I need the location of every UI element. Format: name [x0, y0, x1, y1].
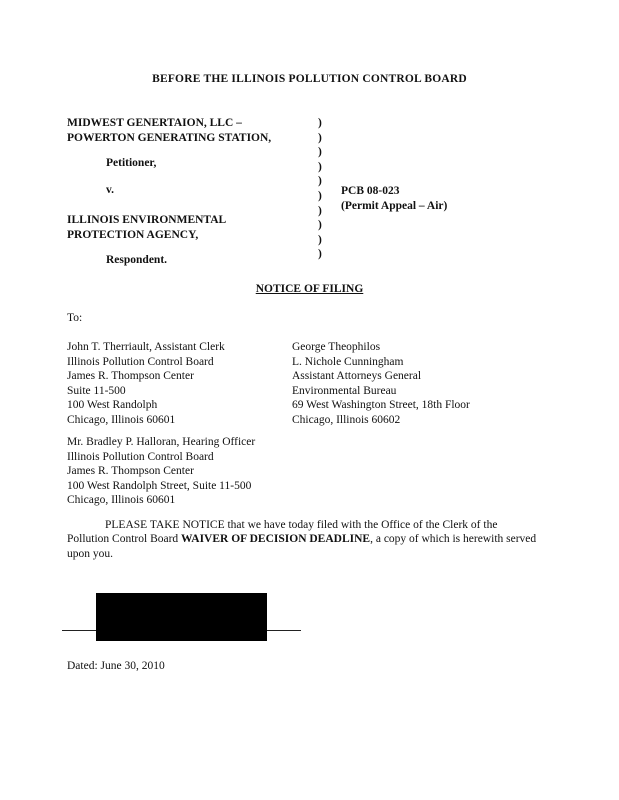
address-line: Chicago, Illinois 60601	[67, 494, 176, 507]
address-line: Assistant Attorneys General	[292, 370, 422, 383]
paren: )	[318, 204, 322, 217]
paren: )	[318, 117, 322, 129]
dated-line: Dated: June 30, 2010	[67, 660, 165, 672]
signature-line-left	[62, 630, 96, 631]
paren: )	[318, 219, 322, 232]
recipient-clerk	[67, 340, 225, 428]
address-line: 100 West Randolph Street, Suite 11-500	[67, 479, 252, 492]
case-info	[341, 184, 447, 213]
redacted-signature	[96, 593, 267, 641]
recipient-hearing-officer	[67, 435, 255, 508]
paren: )	[318, 248, 322, 261]
notice-text-1: PLEASE TAKE NOTICE that we have today filed with the Office of the Clerk of the Pollution Control Board	[67, 519, 498, 546]
case-number: PCB 08-023	[341, 185, 400, 197]
paren: )	[318, 131, 322, 144]
paren: )	[318, 233, 322, 246]
address-line: Environmental Bureau	[292, 384, 397, 397]
notice-paragraph	[67, 518, 537, 561]
respondent-line-1: ILLINOIS ENVIRONMENTAL	[67, 214, 227, 226]
signature-line-right	[267, 630, 301, 631]
address-line: Chicago, Illinois 60602	[292, 413, 401, 426]
filed-document-title: WAIVER OF DECISION DEADLINE	[181, 533, 371, 546]
paren: )	[318, 175, 322, 188]
address-line: James R. Thompson Center	[67, 465, 194, 478]
petitioner-role: Petitioner,	[106, 157, 157, 169]
petitioner-line-1: MIDWEST GENERTAION, LLC –	[67, 117, 242, 129]
address-line: George Theophilos	[292, 341, 381, 353]
paren: )	[318, 189, 322, 202]
address-line: L. Nichole Cunningham	[292, 355, 404, 368]
address-line: Mr. Bradley P. Halloran, Hearing Officer	[67, 436, 256, 448]
paren: )	[318, 160, 322, 173]
versus-label: v.	[106, 184, 114, 196]
address-line: Suite 11-500	[67, 384, 126, 397]
address-line: Illinois Pollution Control Board	[67, 450, 214, 463]
respondent-line-2: PROTECTION AGENCY,	[67, 228, 199, 241]
address-line: John T. Therriault, Assistant Clerk	[67, 341, 225, 353]
address-line: 69 West Washington Street, 18th Floor	[292, 399, 470, 412]
respondent-role: Respondent.	[106, 254, 168, 266]
petitioner-name	[67, 116, 271, 145]
notice-text-2: , a copy of which is herewith served upon you.	[67, 533, 537, 560]
notice-title: NOTICE OF FILING	[255, 283, 364, 295]
to-label: To:	[67, 312, 83, 324]
address-line: James R. Thompson Center	[67, 370, 194, 383]
address-line: Illinois Pollution Control Board	[67, 355, 214, 368]
recipient-attorneys-general	[292, 340, 470, 428]
caption-paren-column	[318, 116, 322, 262]
address-line: Chicago, Illinois 60601	[67, 413, 176, 426]
petitioner-line-2: POWERTON GENERATING STATION,	[67, 131, 272, 144]
respondent-name	[67, 213, 226, 242]
document-heading: BEFORE THE ILLINOIS POLLUTION CONTROL BOARD	[152, 73, 467, 85]
address-line: 100 West Randolph	[67, 399, 158, 412]
paren: )	[318, 146, 322, 159]
case-type: (Permit Appeal – Air)	[341, 199, 448, 212]
